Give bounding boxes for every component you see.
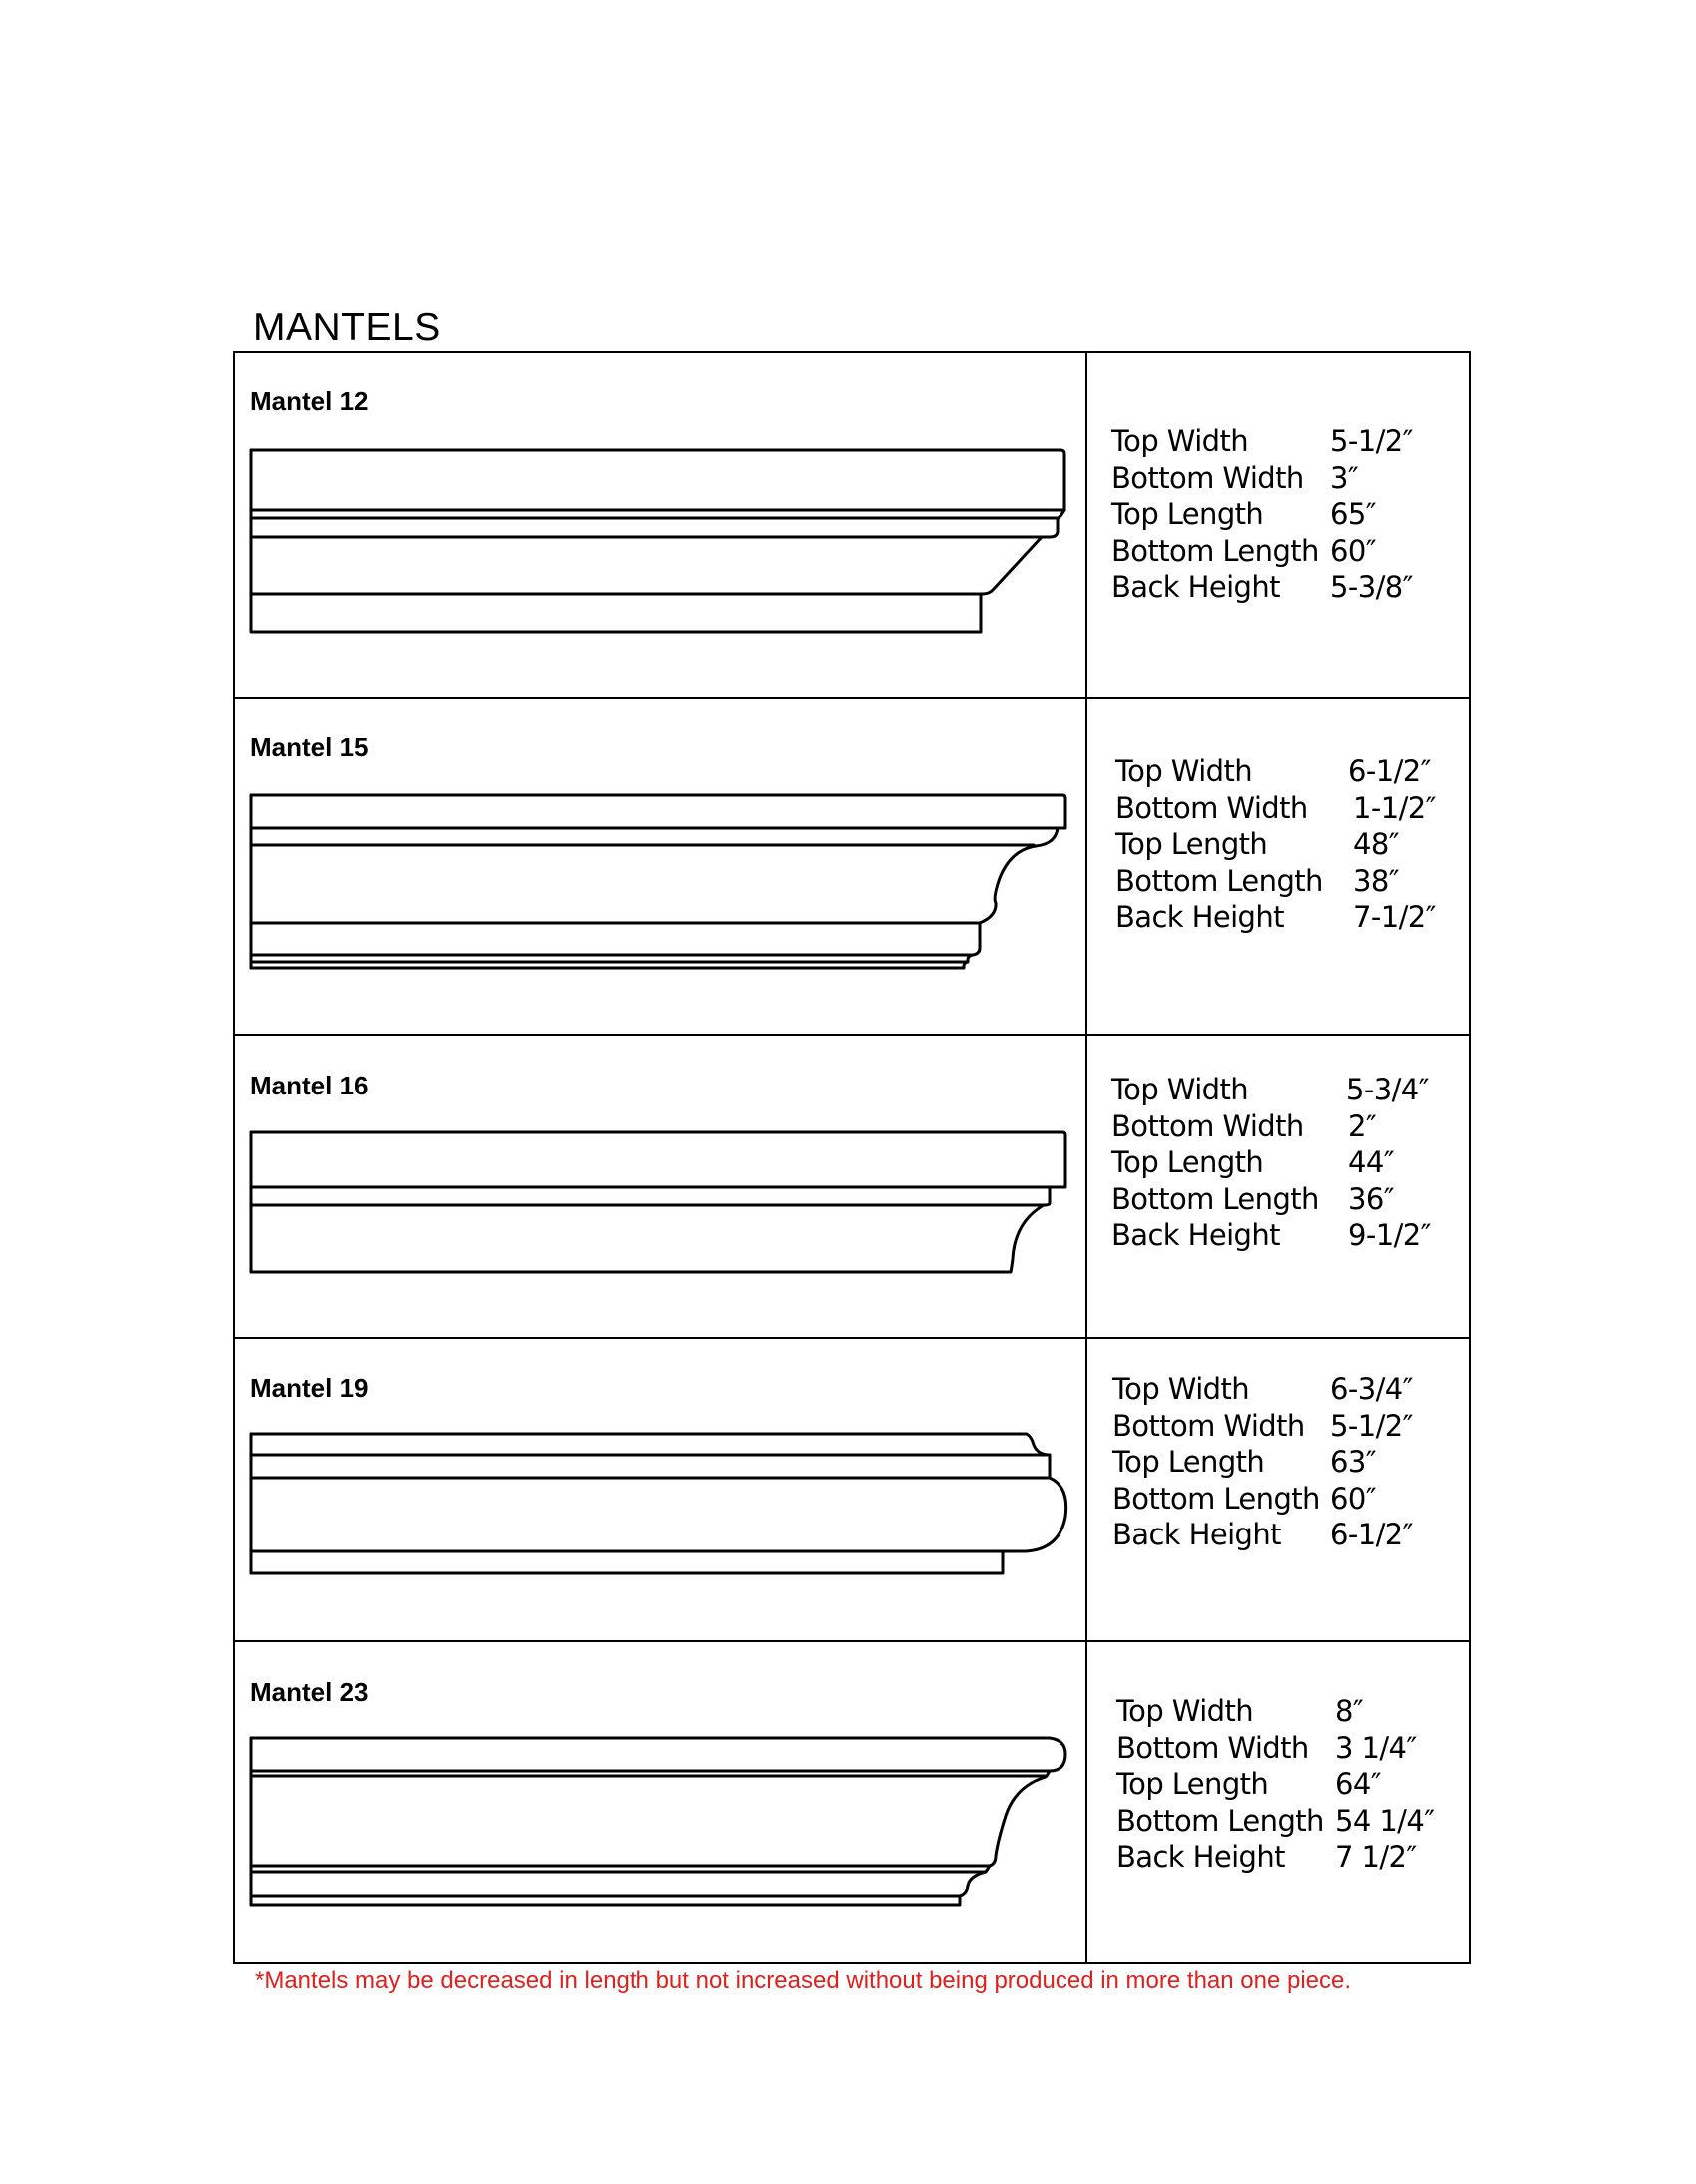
spec-value: 3 1/4″ [1335, 1730, 1417, 1765]
spec-label: Top Width [1111, 1073, 1249, 1106]
spec-label: Top Width [1116, 1694, 1254, 1728]
mantel-name: Mantel 19 [250, 1373, 369, 1403]
spec-label: Back Height [1115, 900, 1284, 934]
mantel-name: Mantel 23 [250, 1677, 369, 1707]
spec-row [1112, 1444, 1413, 1481]
spec-row [1115, 753, 1436, 790]
spec-value: 63″ [1330, 1445, 1376, 1479]
row-divider [235, 1640, 1469, 1642]
spec-value: 48″ [1353, 827, 1399, 861]
spec-row [1111, 423, 1413, 460]
mantel-specs [1111, 423, 1413, 606]
spec-label: Back Height [1112, 1518, 1281, 1551]
spec-value: 8″ [1335, 1694, 1364, 1728]
spec-label: Bottom Width [1115, 790, 1308, 825]
spec-value: 60″ [1330, 1481, 1376, 1516]
spec-label: Top Length [1111, 1145, 1264, 1179]
spec-label: Bottom Length [1116, 1803, 1324, 1838]
spec-label: Bottom Width [1116, 1730, 1309, 1765]
mantel-name: Mantel 12 [250, 386, 369, 416]
spec-value: 38″ [1353, 863, 1399, 898]
spec-label: Top Length [1112, 1445, 1265, 1479]
spec-row [1111, 1217, 1431, 1254]
mantel-name: Mantel 15 [250, 732, 369, 762]
spec-row [1111, 1072, 1431, 1108]
spec-label: Bottom Width [1112, 1408, 1305, 1443]
spec-value: 7 1/2″ [1335, 1840, 1417, 1874]
spec-value: 6-3/4″ [1330, 1372, 1413, 1406]
spec-row [1111, 569, 1413, 606]
spec-label: Bottom Length [1112, 1481, 1320, 1516]
spec-value: 60″ [1330, 533, 1376, 568]
spec-row [1111, 1144, 1431, 1181]
mantels-table [233, 351, 1471, 1964]
spec-row [1111, 1108, 1431, 1145]
spec-value: 5-1/2″ [1330, 1408, 1413, 1443]
spec-value: 6-1/2″ [1348, 754, 1431, 788]
spec-row [1112, 1517, 1413, 1553]
spec-label: Bottom Length [1111, 1181, 1319, 1216]
spec-label: Back Height [1116, 1840, 1285, 1874]
spec-label: Top Length [1111, 497, 1264, 531]
spec-value: 54 1/4″ [1335, 1803, 1435, 1838]
spec-value: 1-1/2″ [1353, 790, 1436, 825]
spec-value: 44″ [1348, 1145, 1394, 1179]
spec-row [1111, 460, 1413, 497]
spec-row [1112, 1481, 1413, 1518]
spec-label: Back Height [1111, 570, 1280, 604]
spec-value: 3″ [1330, 460, 1359, 495]
spec-row [1115, 863, 1436, 900]
spec-row [1116, 1693, 1434, 1730]
row-divider [235, 1337, 1469, 1339]
spec-value: 9-1/2″ [1348, 1218, 1431, 1252]
spec-row [1116, 1730, 1434, 1767]
spec-value: 5-3/8″ [1330, 570, 1413, 604]
spec-label: Bottom Length [1115, 863, 1323, 898]
spec-label: Top Width [1112, 1372, 1250, 1406]
spec-label: Bottom Width [1111, 1108, 1304, 1143]
spec-label: Top Length [1116, 1767, 1269, 1801]
spec-label: Top Length [1115, 827, 1268, 861]
spec-value: 5-1/2″ [1330, 424, 1413, 458]
spec-value: 2″ [1348, 1108, 1377, 1143]
spec-label: Bottom Length [1111, 533, 1319, 568]
spec-value: 5-3/4″ [1346, 1073, 1429, 1106]
spec-row [1116, 1839, 1434, 1876]
column-divider [1085, 353, 1087, 1962]
spec-row [1115, 826, 1436, 863]
mantel-name: Mantel 16 [250, 1071, 369, 1100]
mantel-specs [1112, 1371, 1413, 1553]
spec-label: Top Width [1115, 754, 1253, 788]
spec-label: Back Height [1111, 1218, 1280, 1252]
mantel-specs [1115, 753, 1436, 936]
spec-row [1115, 790, 1436, 827]
spec-value: 6-1/2″ [1330, 1518, 1413, 1551]
spec-row [1112, 1371, 1413, 1408]
spec-row [1115, 899, 1436, 936]
footnote: *Mantels may be decreased in length but not increased without being produced in more than one piece. [255, 1967, 1352, 1994]
spec-label: Bottom Width [1111, 460, 1304, 495]
spec-row [1111, 496, 1413, 533]
spec-row [1111, 533, 1413, 570]
spec-value: 7-1/2″ [1353, 900, 1436, 934]
spec-row [1116, 1766, 1434, 1803]
spec-label: Top Width [1111, 424, 1249, 458]
row-divider [235, 1034, 1469, 1036]
row-divider [235, 697, 1469, 699]
spec-value: 65″ [1330, 497, 1376, 531]
spec-row [1112, 1408, 1413, 1445]
spec-row [1116, 1803, 1434, 1840]
mantel-specs [1111, 1072, 1431, 1254]
mantel-specs [1116, 1693, 1434, 1876]
spec-value: 36″ [1348, 1181, 1394, 1216]
spec-value: 64″ [1335, 1767, 1381, 1801]
page-title: MANTELS [253, 306, 441, 349]
spec-row [1111, 1181, 1431, 1218]
